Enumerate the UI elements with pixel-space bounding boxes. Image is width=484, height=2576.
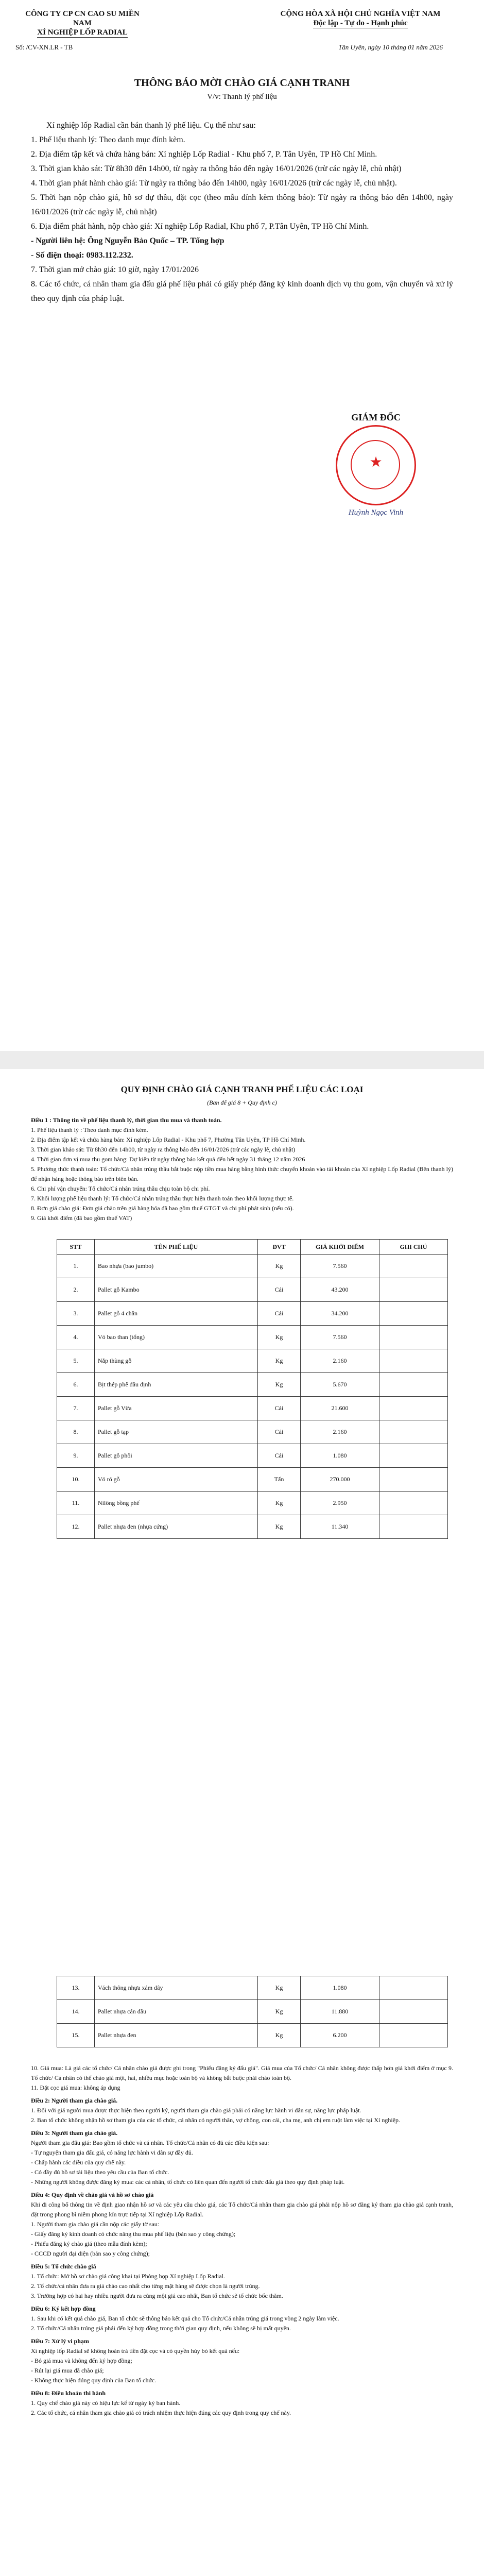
page-notice — [0, 0, 484, 1051]
cell-unit: Cái — [258, 1444, 301, 1468]
notice-item: 5. Thời hạn nộp chào giá, hồ sơ dự thầu, đặt cọc (theo mẫu đính kèm thông báo): Từ ngày ra thông báo đến 14h00, ngày 16/01/2026 (trừ các ngày lễ, chủ nhật) — [31, 193, 453, 216]
notice-note: 8. Các tổ chức, cá nhân tham gia đấu giá phế liệu phải có giấy phép đăng ký kinh doanh dịch vụ thu gom, vận chuyển và xử lý theo quy định của pháp luật. — [31, 280, 453, 303]
cell-price: 5.670 — [301, 1373, 379, 1397]
article-item: Xí nghiệp lốp Radial sẽ không hoàn trả tiền đặt cọc và có quyền hủy bỏ kết quả nếu: — [31, 2347, 240, 2354]
article-item: - Những người không được đăng ký mua: các cá nhân, tổ chức có liên quan đến người tổ chức đấu giá theo quy định pháp luật. — [31, 2178, 345, 2185]
article-item: 3. Thời gian khảo sát: Từ 8h30 đến 14h00, từ ngày ra thông báo đến 16/01/2026 (trừ các ngày lễ, chủ nhật) — [31, 1146, 296, 1153]
article-item: 1. Quy chế chào giá này có hiệu lực kể từ ngày ký ban hành. — [31, 2399, 181, 2406]
document-header — [15, 9, 469, 40]
cell-price: 43.200 — [301, 1278, 379, 1302]
cell-stt: 2. — [57, 1278, 95, 1302]
cell-name: Vỏ ró gỗ — [95, 1468, 258, 1492]
cell-note — [379, 2000, 448, 2024]
article-item: 2. Địa điểm tập kết và chứa hàng bán: Xí nghiệp Lốp Radial - Khu phố 7, Phường Tân Uyên, TP Hồ Chí Minh. — [31, 1136, 306, 1143]
doc-meta — [15, 43, 469, 52]
article-heading: Điều 3: Người tham gia chào giá. — [31, 2129, 118, 2137]
cell-price: 1.080 — [301, 1444, 379, 1468]
cell-name: Pallet gỗ tạp — [95, 1420, 258, 1444]
cell-unit: Kg — [258, 1515, 301, 1539]
article-item: 4. Thời gian đơn vị mua thu gom hàng: Dự kiến từ ngày thông báo kết quả đến hết ngày 31 tháng 12 năm 2026 — [31, 1156, 305, 1163]
cell-note — [379, 1420, 448, 1444]
article-item: 1. Sau khi có kết quả chào giá, Ban tổ chức sẽ thông báo kết quả cho Tổ chức/Cá nhân trúng giá trong vòng 2 ngày làm việc. — [31, 2315, 339, 2322]
cell-note — [379, 1349, 448, 1373]
cell-note — [379, 1255, 448, 1278]
notice-item: 4. Thời gian phát hành chào giá: Từ ngày ra thông báo đến 14h00, ngày 16/01/2026 (trừ các ngày lễ, chủ nhật). — [31, 179, 397, 188]
article-heading: Điều 7: Xử lý vi phạm — [31, 2337, 89, 2345]
cell-name: Pallet gỗ Vừa — [95, 1397, 258, 1420]
contact-name: - Người liên hệ: Ông Nguyễn Bảo Quốc – TP. Tổng hợp — [31, 236, 224, 245]
cell-stt: 7. — [57, 1397, 95, 1420]
notice-subject: V/v: Thanh lý phế liệu — [207, 93, 277, 101]
cell-price: 270.000 — [301, 1468, 379, 1492]
cell-unit: Kg — [258, 1326, 301, 1349]
nation-line2: Độc lập - Tự do - Hạnh phúc — [313, 19, 408, 27]
article-heading: Điều 1 : Thông tin về phế liệu thanh lý, thời gian thu mua và thanh toán. — [31, 1116, 222, 1124]
article-item: - CCCD người đại diện (bản sao y công chứng); — [31, 2250, 150, 2257]
article-item: Khi đi công bố thông tin về định giao nhận hồ sơ và các yêu cầu chào giá, các Tổ chức/Cá nhân tham gia chào giá phải nộp hồ sơ đăng ký tham gia chào giá cạnh tranh, đặt trong phong bì niêm phong kín trực tiếp tại Xí nghiệp Lốp Radial. — [31, 2201, 453, 2218]
price-table — [57, 1239, 448, 1539]
cell-name: Pallet nhựa cán dầu — [95, 2000, 258, 2024]
table-row — [57, 2000, 448, 2024]
article-item: 3. Trường hợp có hai hay nhiều người đưa ra cùng một giá cao nhất, Ban tổ chức sẽ tổ chức bốc thăm. — [31, 2292, 283, 2299]
notice-item: 1. Phế liệu thanh lý: Theo danh mục đính kèm. — [31, 135, 185, 144]
cell-unit: Cái — [258, 1420, 301, 1444]
article-heading: Điều 2: Người tham gia chào giá. — [31, 2097, 118, 2104]
article-item: - Có đầy đủ hồ sơ tài liệu theo yêu cầu của Ban tổ chức. — [31, 2168, 169, 2176]
doc-number: Số: /CV-XN.LR - TB — [15, 43, 73, 51]
cell-stt: 13. — [57, 1976, 95, 2000]
cell-stt: 14. — [57, 2000, 95, 2024]
cell-note — [379, 1444, 448, 1468]
article-heading: Điều 5: Tổ chức chào giá — [31, 2263, 96, 2270]
article-item: - Tự nguyện tham gia đấu giá, có năng lực hành vi dân sự đầy đủ. — [31, 2149, 193, 2156]
notice-item: 3. Thời gian khảo sát: Từ 8h30 đến 14h00, từ ngày ra thông báo đến ngày 16/01/2026 (trừ các ngày lễ, chủ nhật) — [31, 164, 402, 173]
article-item: - Bỏ giá mua và không đến ký hợp đồng; — [31, 2357, 132, 2364]
cell-unit: Kg — [258, 1976, 301, 2000]
org-line2: XÍ NGHIỆP LỐP RADIAL — [37, 28, 128, 37]
cell-note — [379, 1373, 448, 1397]
cell-price: 21.600 — [301, 1397, 379, 1420]
cell-unit: Kg — [258, 2024, 301, 2047]
table-row — [57, 1326, 448, 1349]
nation-block — [252, 9, 469, 28]
cell-note — [379, 1468, 448, 1492]
col-price: GIÁ KHỞI ĐIỂM — [301, 1240, 379, 1255]
table-row — [57, 2024, 448, 2047]
col-note: GHI CHÚ — [379, 1240, 448, 1255]
cell-note — [379, 1326, 448, 1349]
cell-price: 2.160 — [301, 1420, 379, 1444]
table-row — [57, 1278, 448, 1302]
notice-body — [31, 118, 453, 306]
cell-name: Vỏ bao than (tổng) — [95, 1326, 258, 1349]
article-item: 1. Phế liệu thanh lý : Theo danh mục đính kèm. — [31, 1126, 148, 1133]
signer-name: Huỳnh Ngọc Vinh — [348, 509, 404, 517]
cell-unit: Kg — [258, 2000, 301, 2024]
cell-price: 7.560 — [301, 1255, 379, 1278]
cell-name: Nilông bồng phế — [95, 1492, 258, 1515]
cell-name: Pallet gỗ phôi — [95, 1444, 258, 1468]
cell-note — [379, 1492, 448, 1515]
table-row — [57, 1373, 448, 1397]
article-item: 6. Chi phí vận chuyển: Tổ chức/Cá nhân trúng thầu chịu toàn bộ chi phí. — [31, 1185, 210, 1192]
table-row — [57, 1515, 448, 1539]
cell-name: Bịt thép phế đầu định — [95, 1373, 258, 1397]
table-row — [57, 1468, 448, 1492]
signer-role: GIÁM ĐỐC — [351, 412, 401, 422]
article-heading: Điều 6: Ký kết hợp đồng — [31, 2305, 96, 2312]
doc-date: Tân Uyên, ngày 10 tháng 01 năm 2026 — [338, 43, 443, 51]
cell-price: 1.080 — [301, 1976, 379, 2000]
cell-name: Pallet nhựa đen — [95, 2024, 258, 2047]
contact-phone: - Số điện thoại: 0983.112.232. — [31, 251, 133, 260]
cell-name: Pallet gỗ Kambo — [95, 1278, 258, 1302]
article-item: - Rút lại giá mua đã chào giá; — [31, 2367, 104, 2374]
article-item: 11. Đặt cọc giá mua: không áp dụng — [31, 2084, 120, 2091]
col-unit: ĐVT — [258, 1240, 301, 1255]
cell-stt: 6. — [57, 1373, 95, 1397]
cell-name: Vách thông nhựa xám dây — [95, 1976, 258, 2000]
article-item: 8. Đơn giá chào giá: Đơn giá chào trên giá hàng hóa đã bao gồm thuế GTGT và chi phí phát sinh (nếu có). — [31, 1205, 294, 1212]
table-header-row — [57, 1240, 448, 1255]
article-item: - Chấp hành các điều của quy chế này. — [31, 2159, 126, 2166]
signature-block — [309, 412, 443, 517]
cell-price: 11.340 — [301, 1515, 379, 1539]
cell-stt: 12. — [57, 1515, 95, 1539]
cell-unit: Cái — [258, 1397, 301, 1420]
cell-note — [379, 1976, 448, 2000]
nation-line1: CỘNG HÒA XÃ HỘI CHỦ NGHĨA VIỆT NAM — [280, 10, 441, 18]
article-1-cont — [31, 2063, 453, 2418]
table-row — [57, 1302, 448, 1326]
open-time: 7. Thời gian mở chào giá: 10 giờ, ngày 17/01/2026 — [31, 265, 199, 274]
cell-unit: Cái — [258, 1302, 301, 1326]
cell-stt: 8. — [57, 1420, 95, 1444]
cell-note — [379, 1515, 448, 1539]
cell-stt: 11. — [57, 1492, 95, 1515]
cell-stt: 15. — [57, 2024, 95, 2047]
rules-title: QUY ĐỊNH CHÀO GIÁ CẠNH TRANH PHẾ LIỆU CÁC LOẠI — [120, 1084, 364, 1094]
article-item: 2. Ban tổ chức không nhận hồ sơ tham gia của các tổ chức, cá nhân có người thân, vợ chồng, con cái, cha mẹ, anh chị em ruột làm việc tại Xí nghiệp. — [31, 2116, 400, 2124]
cell-price: 6.200 — [301, 2024, 379, 2047]
notice-item: 6. Địa điểm phát hành, nộp chào giá: Xí nghiệp Lốp Radial, Khu phố 7, P.Tân Uyên, TP Hồ Chí Minh. — [31, 222, 369, 231]
table-row — [57, 1444, 448, 1468]
article-item: 9. Giá khởi điểm (đã bao gồm thuế VAT) — [31, 1214, 132, 1222]
cell-name: Nắp thùng gỗ — [95, 1349, 258, 1373]
article-item: 2. Tổ chức/cá nhân đưa ra giá chào cao nhất cho từng mặt hàng sẽ được chọn là người trúng. — [31, 2282, 260, 2290]
cell-name: Bao nhựa (bao jumbo) — [95, 1255, 258, 1278]
page-separator — [0, 1051, 484, 1069]
article-item: 1. Đối với giá người mua được thực hiện theo người ký, người tham gia chào giá phải có năng lực hành vi dân sự, năng lực pháp luật. — [31, 2107, 361, 2114]
cell-stt: 10. — [57, 1468, 95, 1492]
cell-unit: Cái — [258, 1278, 301, 1302]
table-row — [57, 1255, 448, 1278]
org-block — [15, 9, 149, 38]
price-table-continued — [57, 1976, 448, 2047]
cell-price: 34.200 — [301, 1302, 379, 1326]
cell-price: 2.950 — [301, 1492, 379, 1515]
article-item: 7. Khối lượng phế liệu thanh lý: Tổ chức/Cá nhân trúng thầu thực hiện thanh toán theo khối lượng thực tế. — [31, 1195, 294, 1202]
cell-stt: 3. — [57, 1302, 95, 1326]
table-row — [57, 1397, 448, 1420]
cell-stt: 1. — [57, 1255, 95, 1278]
article-heading: Điều 8: Điều khoản thi hành — [31, 2389, 106, 2397]
article-heading: Điều 4: Quy định về chào giá và hồ sơ chào giá — [31, 2191, 154, 2198]
cell-price: 7.560 — [301, 1326, 379, 1349]
table-row — [57, 1420, 448, 1444]
cell-price: 11.880 — [301, 2000, 379, 2024]
stamp-icon: ★ — [336, 425, 416, 505]
cell-note — [379, 1302, 448, 1326]
article-item: Người tham gia đấu giá: Bao gồm tổ chức và cá nhân. Tổ chức/Cá nhân có đủ các điều kiện sau: — [31, 2139, 269, 2146]
cell-stt: 5. — [57, 1349, 95, 1373]
cell-stt: 9. — [57, 1444, 95, 1468]
cell-unit: Kg — [258, 1373, 301, 1397]
article-item: - Không thực hiện đúng quy định của Ban tổ chức. — [31, 2377, 157, 2384]
cell-unit: Kg — [258, 1492, 301, 1515]
article-item: - Giấy đăng ký kinh doanh có chức năng thu mua phế liệu (bản sao y công chứng); — [31, 2230, 236, 2238]
cell-unit: Tấn — [258, 1468, 301, 1492]
cell-price: 2.160 — [301, 1349, 379, 1373]
page-rules — [0, 1069, 484, 2576]
cell-note — [379, 1397, 448, 1420]
notice-intro: Xí nghiệp lốp Radial cần bán thanh lý phế liệu. Cụ thể như sau: — [46, 121, 256, 130]
article-item: 5. Phương thức thanh toán: Tổ chức/Cá nhân trúng thầu bắt buộc nộp tiền mua hàng bằng hình thức chuyển khoản vào tài khoản của Xí nghiệp Lốp Radial (Bên thanh lý) để nhận hàng hoặc thông báo trên biên bản. — [31, 1165, 453, 1182]
rules-subtitle: (Ban để giá 8 + Quy định c) — [207, 1099, 277, 1106]
article-item: 2. Tổ chức/Cá nhân trúng giá phải đến ký hợp đồng trong thời gian quy định, nếu không sẽ bị mất quyền. — [31, 2325, 291, 2332]
article-item: 1. Tổ chức: Mở hồ sơ chào giá công khai tại Phòng họp Xí nghiệp Lốp Radial. — [31, 2273, 225, 2280]
table-row — [57, 1349, 448, 1373]
cell-note — [379, 2024, 448, 2047]
org-line1: CÔNG TY CP CN CAO SU MIỀN NAM — [25, 10, 140, 27]
article-1 — [31, 1115, 453, 1223]
col-stt: STT — [57, 1240, 95, 1255]
cell-name: Pallet gỗ 4 chân — [95, 1302, 258, 1326]
table-row — [57, 1976, 448, 2000]
cell-name: Pallet nhựa đen (nhựa cứng) — [95, 1515, 258, 1539]
cell-unit: Kg — [258, 1255, 301, 1278]
article-item: 1. Người tham gia chào giá cần nộp các giấy tờ sau: — [31, 2221, 160, 2228]
notice-item: 2. Địa điểm tập kết và chứa hàng bán: Xí nghiệp Lốp Radial - Khu phố 7, P. Tân Uyên, TP Hồ Chí Minh. — [31, 150, 377, 159]
cell-note — [379, 1278, 448, 1302]
table-row — [57, 1492, 448, 1515]
col-name: TÊN PHẾ LIỆU — [95, 1240, 258, 1255]
cell-stt: 4. — [57, 1326, 95, 1349]
article-item: 2. Các tổ chức, cá nhân tham gia chào giá có trách nhiệm thực hiện đúng các quy định trong quy chế này. — [31, 2409, 291, 2416]
notice-title: THÔNG BÁO MỜI CHÀO GIÁ CẠNH TRANH — [134, 77, 350, 89]
article-item: - Phiếu đăng ký chào giá (theo mẫu đính kèm); — [31, 2240, 147, 2247]
cell-unit: Kg — [258, 1349, 301, 1373]
article-item: 10. Giá mua: Là giá các tổ chức/ Cá nhân chào giá được ghi trong "Phiếu đăng ký đấu giá". Giá mua của Tổ chức/ Cá nhân không được thấp hơn giá khởi điểm ở mục 9. Tổ chức/ Cá nhân có thể chào giá một, hai, nhiều mục hoặc toàn bộ và không bắt buộc phải chào toàn bộ. — [31, 2064, 453, 2081]
